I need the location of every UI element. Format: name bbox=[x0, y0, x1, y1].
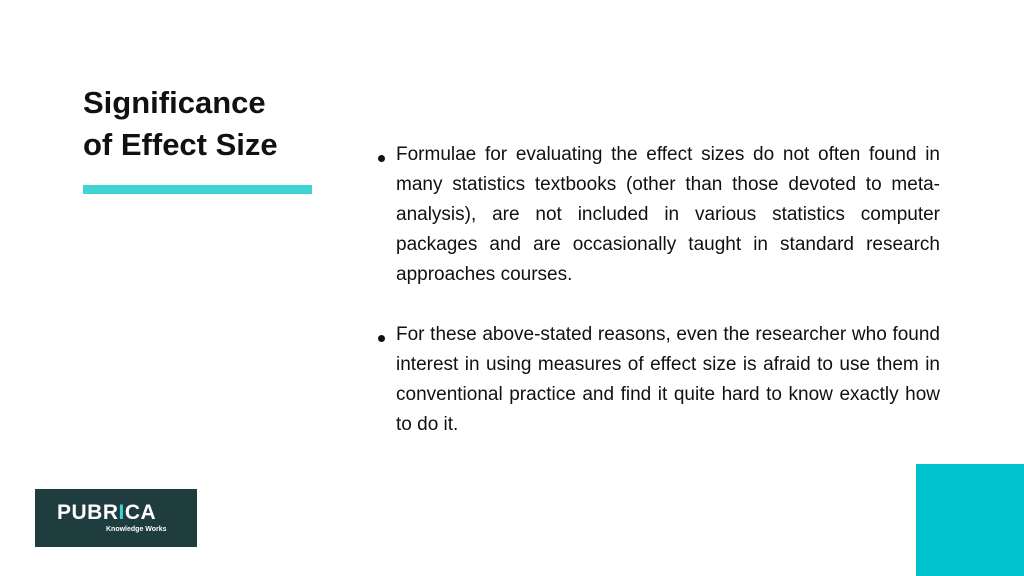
logo-word-end: CA bbox=[124, 501, 157, 524]
bullet-text: For these above-stated reasons, even the researcher who found interest in using measures of effect size is afraid to use them in conventional practice and find it quite hard to know exactly how to do it. bbox=[396, 324, 940, 435]
slide-title bbox=[83, 82, 323, 166]
corner-accent-block bbox=[916, 464, 1024, 576]
slide-title-line-2: of Effect Size bbox=[83, 127, 278, 162]
logo-tagline: Knowledge Works bbox=[106, 526, 167, 533]
title-underline bbox=[83, 185, 312, 194]
bullet-dot-icon bbox=[378, 155, 385, 162]
bullet-item bbox=[377, 320, 940, 440]
logo-word-accent: I bbox=[118, 501, 125, 524]
logo-word-start: PUBR bbox=[57, 501, 119, 524]
slide-title-line-1: Significance bbox=[83, 85, 266, 120]
bullet-list bbox=[377, 140, 940, 470]
logo-wordmark bbox=[57, 501, 156, 525]
bullet-text: Formulae for evaluating the effect sizes do not often found in many statistics textbooks (other than those devoted to meta-analysis), are not included in various statistics computer packages and are occasionally taught in standard research approaches courses. bbox=[396, 144, 940, 285]
bullet-item bbox=[377, 140, 940, 290]
bullet-dot-icon bbox=[378, 335, 385, 342]
pubrica-logo bbox=[35, 489, 197, 547]
